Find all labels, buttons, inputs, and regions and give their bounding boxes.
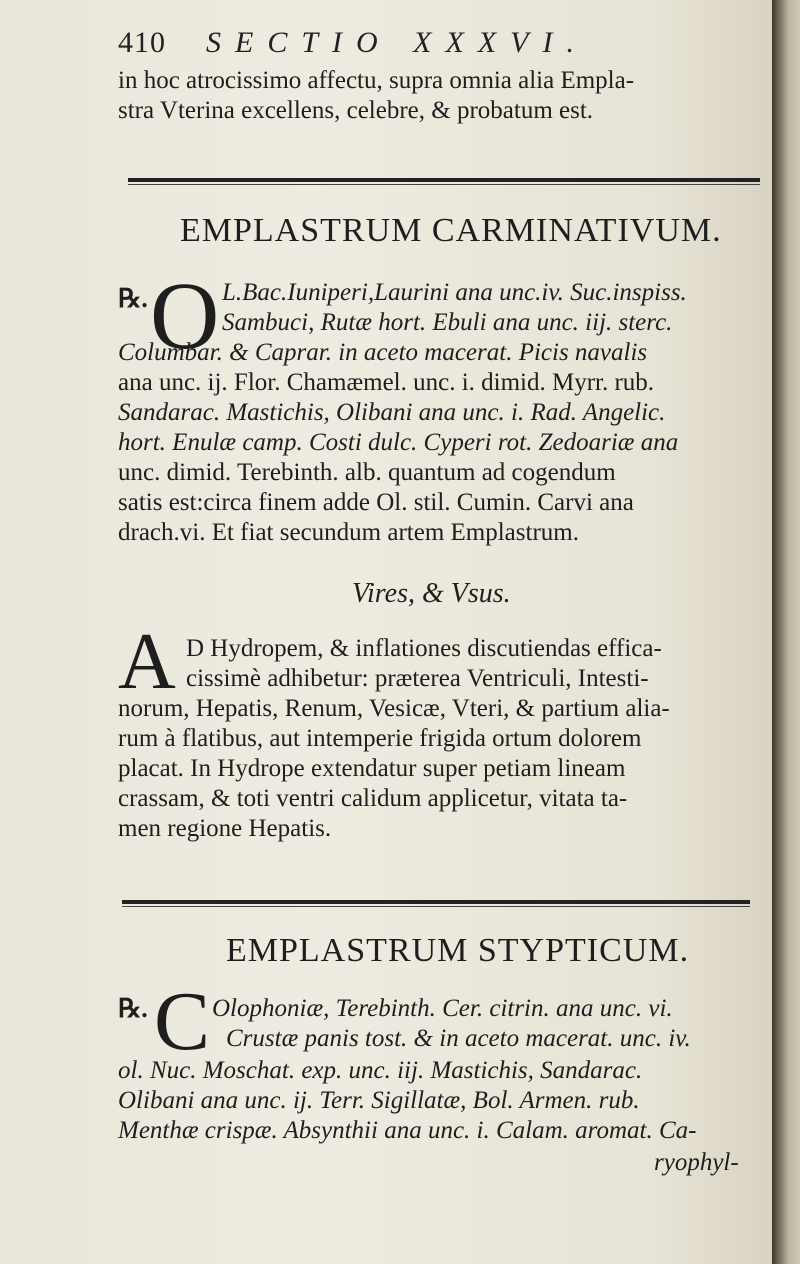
recipe-line-4: ana unc. ij. Flor. Chamæmel. unc. i. dimid. Myrr. rub. bbox=[118, 369, 655, 396]
section-heading: SECTIO XXXVI. bbox=[206, 26, 588, 59]
stypticum-line-3: ol. Nuc. Moschat. exp. unc. iij. Mastichis, Sandarac. bbox=[118, 1057, 643, 1084]
drop-cap-c: C bbox=[154, 975, 211, 1068]
recipe-line-3: Columbar. & Caprar. in aceto macerat. Picis navalis bbox=[118, 339, 648, 366]
stypticum-line-1: Olophoniæ, Terebinth. Cer. citrin. ana unc. vi. bbox=[212, 995, 673, 1022]
recipe-line-8: satis est:circa finem adde Ol. stil. Cumin. Carvi ana bbox=[118, 489, 634, 516]
intro-line-1: in hoc atrocissimo affectu, supra omnia alia Empla- bbox=[118, 67, 635, 94]
recipe-line-9: drach.vi. Et fiat secundum artem Emplastrum. bbox=[118, 519, 579, 546]
stypticum-line-2: Crustæ panis tost. & in aceto macerat. unc. iv. bbox=[226, 1025, 691, 1052]
page-number: 410 bbox=[118, 26, 166, 59]
drop-cap-a: A bbox=[118, 618, 176, 706]
body-line-1: D Hydropem, & inflationes discutiendas effica- bbox=[186, 635, 662, 662]
recipe-symbol: ℞. bbox=[118, 284, 148, 313]
recipe-symbol-2: ℞. bbox=[118, 994, 148, 1023]
body-line-7: men regione Hepatis. bbox=[118, 815, 332, 842]
intro-line-2: stra Vterina excellens, celebre, & probatum est. bbox=[118, 97, 594, 124]
body-line-3: norum, Hepatis, Renum, Vesicæ, Vteri, & partium alia- bbox=[118, 695, 670, 722]
section-divider-1 bbox=[128, 178, 760, 182]
sub-heading-vires-usus: Vires, & Vsus. bbox=[352, 578, 511, 609]
drop-cap-o: O bbox=[150, 262, 220, 369]
body-line-5: placat. In Hydrope extendatur super petiam lineam bbox=[118, 755, 626, 782]
section-title-stypticum: EMPLASTRUM STYPTICUM. bbox=[226, 932, 690, 969]
stypticum-line-4: Olibani ana unc. ij. Terr. Sigillatæ, Bol. Armen. rub. bbox=[118, 1087, 640, 1114]
recipe-line-2: Sambuci, Rutæ hort. Ebuli ana unc. iij. sterc. bbox=[222, 309, 673, 336]
book-spine-shadow bbox=[772, 0, 800, 1264]
body-line-4: rum à flatibus, aut intemperie frigida ortum dolorem bbox=[118, 725, 642, 752]
body-line-2: cissimè adhibetur: præterea Ventriculi, Intesti- bbox=[186, 665, 649, 692]
section-divider-2-thin bbox=[122, 906, 750, 907]
recipe-line-1: L.Bac.Iuniperi,Laurini ana unc.iv. Suc.inspiss. bbox=[222, 279, 687, 306]
recipe-line-6: hort. Enulæ camp. Costi dulc. Cyperi rot. Zedoariæ ana bbox=[118, 429, 679, 456]
section-divider-2 bbox=[122, 900, 750, 904]
section-divider-1-thin bbox=[128, 184, 760, 185]
body-line-6: crassam, & toti ventri calidum applicetur, vitata ta- bbox=[118, 785, 628, 812]
catchword: ryophyl- bbox=[654, 1149, 739, 1176]
running-header bbox=[118, 26, 588, 60]
stypticum-line-5: Menthæ crispæ. Absynthii ana unc. i. Calam. aromat. Ca- bbox=[118, 1117, 697, 1144]
recipe-line-5: Sandarac. Mastichis, Olibani ana unc. i. Rad. Angelic. bbox=[118, 399, 666, 426]
section-title-carminativum: EMPLASTRUM CARMINATIVUM. bbox=[180, 212, 722, 249]
recipe-line-7: unc. dimid. Terebinth. alb. quantum ad cogendum bbox=[118, 459, 616, 486]
